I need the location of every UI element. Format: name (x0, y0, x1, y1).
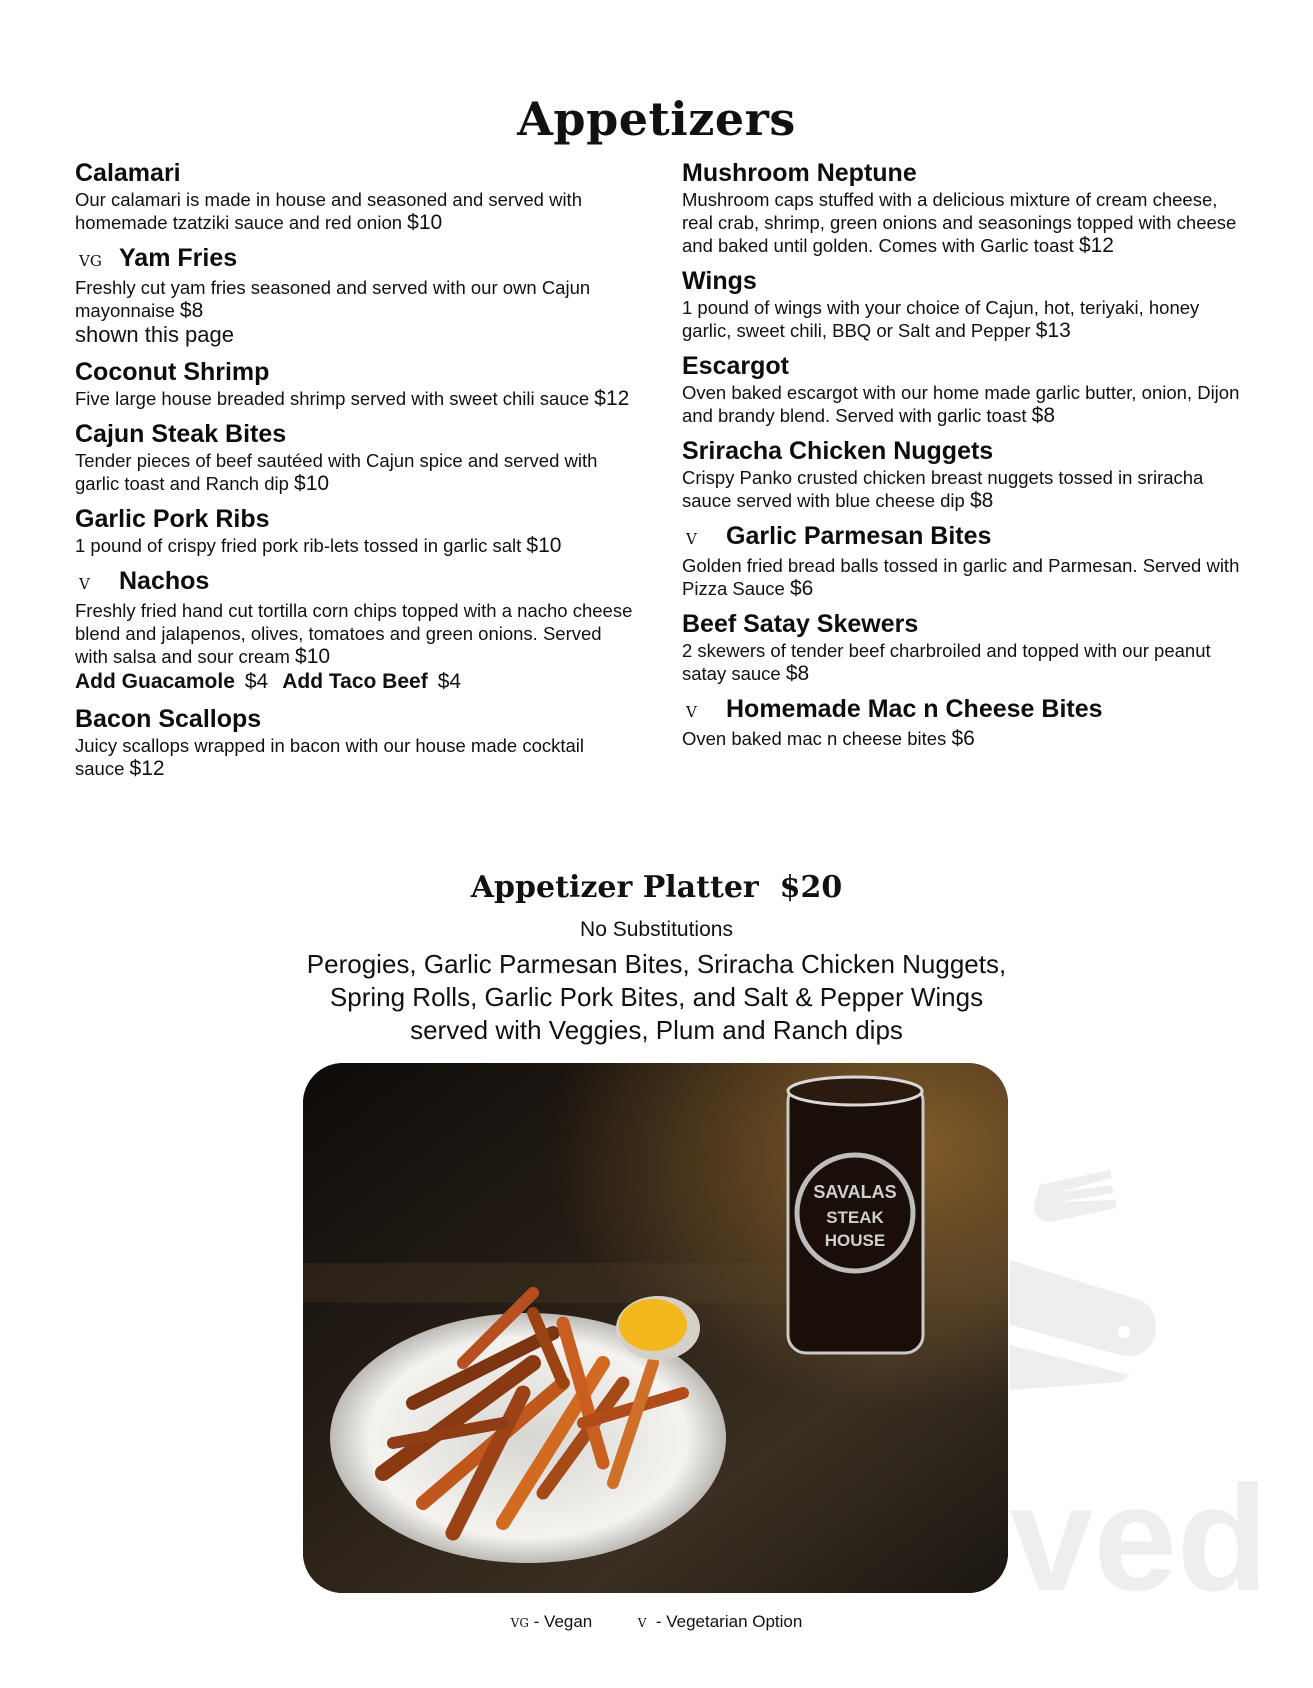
platter-line: Perogies, Garlic Parmesan Bites, Sriracha Chicken Nuggets, (306, 949, 1007, 979)
menu-item-name: Beef Satay Skewers (682, 610, 919, 638)
menu-item (682, 351, 1242, 427)
menu-item-description-text: Freshly cut yam fries seasoned and served with our own Cajun mayonnaise (75, 277, 591, 321)
menu-item-description (682, 381, 1242, 427)
menu-item-name: Homemade Mac n Cheese Bites (726, 695, 1103, 723)
svg-text:HOUSE: HOUSE (824, 1231, 886, 1250)
menu-item-price: $12 (1078, 234, 1114, 257)
menu-item-heading (75, 357, 635, 387)
menu-item-description (682, 639, 1242, 685)
menu-item-heading (75, 566, 635, 599)
menu-item-heading (682, 609, 1242, 639)
menu-item-price: $8 (179, 299, 204, 322)
menu-item-addons (75, 668, 635, 695)
menu-item-heading (682, 158, 1242, 188)
menu-item-description (75, 534, 635, 557)
menu-item-note: shown this page (75, 322, 234, 347)
menu-item-description (682, 296, 1242, 342)
addon-price: $4 (437, 670, 462, 693)
menu-item-description-text: Our calamari is made in house and seasoned and served with homemade tzatziki sauce and red onion (75, 189, 582, 233)
menu-item-description (75, 387, 635, 410)
menu-item (682, 694, 1242, 750)
menu-item-heading (75, 243, 635, 276)
menu-item-description-text: Mushroom caps stuffed with a delicious mixture of cream cheese, real crab, shrimp, green onions and seasonings topped with cheese and baked until golden. Comes with Garlic toast (682, 189, 1237, 256)
menu-item (682, 436, 1242, 512)
svg-text:STEAK: STEAK (826, 1208, 884, 1227)
menu-item-price: $6 (951, 727, 975, 750)
menu-item-heading (682, 436, 1242, 466)
menu-item (75, 704, 635, 780)
page-title: Appetizers (517, 92, 796, 146)
menu-item (682, 521, 1242, 600)
menu-item (75, 243, 635, 348)
menu-item (75, 419, 635, 495)
menu-item-name: Garlic Parmesan Bites (726, 522, 992, 550)
menu-item-name: Wings (682, 267, 757, 295)
menu-item-description (682, 727, 1242, 750)
platter-price: $20 (779, 870, 843, 905)
vegetarian-badge: V (686, 703, 697, 721)
menu-item-description-text: Golden fried bread balls tossed in garlic and Parmesan. Served with Pizza Sauce (682, 555, 1240, 599)
legend (0, 1612, 1313, 1632)
menu-item-price: $10 (295, 645, 331, 668)
platter-description (0, 948, 1313, 1047)
menu-item-name: Yam Fries (119, 244, 238, 272)
menu-item-name: Garlic Pork Ribs (75, 505, 270, 533)
menu-item-heading (682, 266, 1242, 296)
food-photo (303, 1063, 1008, 1593)
vegetarian-badge: V (79, 575, 90, 593)
menu-item-description-text: 1 pound of crispy fried pork rib-lets tossed in garlic salt (75, 535, 522, 556)
menu-item-description-text: 1 pound of wings with your choice of Cajun, hot, teriyaki, honey garlic, sweet chili, BBQ or Salt and Pepper (682, 297, 1200, 341)
menu-item-heading (682, 521, 1242, 554)
menu-item-description (75, 276, 635, 322)
platter-line: served with Veggies, Plum and Ranch dips (410, 1015, 903, 1045)
vegan-label: - Vegan (533, 1612, 593, 1631)
menu-item-name: Bacon Scallops (75, 705, 262, 733)
menu-item-price: $6 (789, 577, 814, 600)
menu-item-heading (682, 351, 1242, 381)
glass-icon (788, 1077, 923, 1353)
watermark-logo-icon (1000, 1150, 1313, 1600)
vegan-badge: VG (79, 252, 102, 270)
menu-item-price: $8 (785, 662, 810, 685)
menu-item (75, 504, 635, 557)
vegetarian-symbol: V (637, 1616, 647, 1630)
menu-item-name: Calamari (75, 159, 181, 187)
menu-item-name: Sriracha Chicken Nuggets (682, 437, 994, 465)
menu-item-heading (75, 419, 635, 449)
menu-item-description-text: Oven baked escargot with our home made garlic butter, onion, Dijon and brandy blend. Served with garlic toast (682, 382, 1240, 426)
menu-item (682, 266, 1242, 342)
menu-item-description-text: 2 skewers of tender beef charbroiled and topped with our peanut satay sauce (682, 640, 1211, 684)
addon-label: Add Guacamole (75, 670, 235, 693)
addon-label: Add Taco Beef (282, 670, 428, 693)
menu-item-price: $12 (594, 387, 630, 410)
vegetarian-badge: V (686, 530, 697, 548)
menu-item-description-text: Crispy Panko crusted chicken breast nuggets tossed in sriracha sauce served with blue cheese dip (682, 467, 1204, 511)
menu-item-description-text: Five large house breaded shrimp served with sweet chili sauce (75, 388, 590, 409)
svg-text:SAVALAS: SAVALAS (813, 1182, 897, 1202)
platter-name: Appetizer Platter (470, 870, 759, 905)
menu-item (75, 566, 635, 695)
menu-item-heading (75, 704, 635, 734)
menu-item-price: $8 (1031, 404, 1056, 427)
menu-item (682, 158, 1242, 257)
menu-item-price: $10 (294, 472, 330, 495)
menu-item-description-text: Juicy scallops wrapped in bacon with our house made cocktail sauce (75, 735, 585, 779)
menu-item-description-text: Oven baked mac n cheese bites (682, 728, 947, 749)
menu-item-name: Coconut Shrimp (75, 358, 270, 386)
menu-item-name: Escargot (682, 352, 789, 380)
menu-item-price: $10 (526, 534, 562, 557)
left-menu-column (75, 158, 635, 789)
menu-item-description (75, 734, 635, 780)
menu-item-description (682, 554, 1242, 600)
menu-item-price: $13 (1035, 319, 1071, 342)
menu-item-description (682, 188, 1242, 257)
menu-item-price: $8 (969, 489, 994, 512)
menu-item-name: Mushroom Neptune (682, 159, 917, 187)
menu-item-description (75, 188, 635, 234)
menu-item-description (75, 449, 635, 495)
menu-item (75, 357, 635, 410)
svg-text:ved: ved (1010, 1454, 1269, 1600)
platter-note: No Substitutions (580, 918, 733, 941)
menu-item-name: Cajun Steak Bites (75, 420, 287, 448)
vegetarian-label: - Vegetarian Option (655, 1612, 803, 1631)
menu-item-price: $12 (129, 757, 165, 780)
menu-item-description-text: Freshly fried hand cut tortilla corn chips topped with a nacho cheese blend and jalapenos, olives, tomatoes and green onions. Served with salsa and sour cream (75, 600, 633, 667)
menu-item (75, 158, 635, 234)
platter-title (0, 870, 1313, 905)
right-menu-column (682, 158, 1242, 759)
menu-item-heading (682, 694, 1242, 727)
menu-item-heading (75, 158, 635, 188)
menu-item-name: Nachos (119, 567, 210, 595)
platter-line: Spring Rolls, Garlic Pork Bites, and Salt & Pepper Wings (329, 982, 984, 1012)
menu-item-description (75, 599, 635, 668)
vegan-symbol: VG (510, 1616, 529, 1630)
menu-item (682, 609, 1242, 685)
menu-item-description (682, 466, 1242, 512)
menu-item-description-text: Tender pieces of beef sautéed with Cajun spice and served with garlic toast and Ranch dip (75, 450, 598, 494)
menu-item-heading (75, 504, 635, 534)
addon-price: $4 (244, 670, 269, 693)
menu-item-price: $10 (407, 211, 443, 234)
